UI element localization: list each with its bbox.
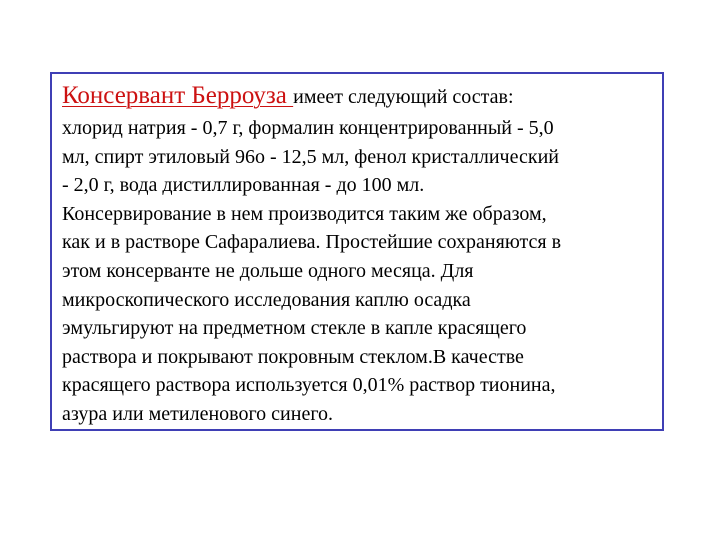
preservative-title: Консервант Берроуза (62, 82, 294, 109)
text-box (50, 72, 664, 431)
composition-description: хлорид натрия - 0,7 г, формалин концентрированный - 5,0 мл, спирт этиловый 96о - 12,5 мл, фенол кристаллический - 2,0 г, вода дистиллированная - до 100 мл. Консервирование в нем производится таким же образом, как и в растворе Сафаралиева. Простейшие сохраняются в этом консерванте не дольше одного месяца. Для микроскопического исследования каплю осадка эмульгируют на предметном стекле в капле красящего раствора и покрывают покровным стеклом.В качестве красящего раствора используется 0,01% раствор тионина, азура или метиленового синего. (62, 117, 562, 425)
heading-continuation: имеет следующий состав: (293, 86, 514, 108)
heading (62, 82, 514, 110)
